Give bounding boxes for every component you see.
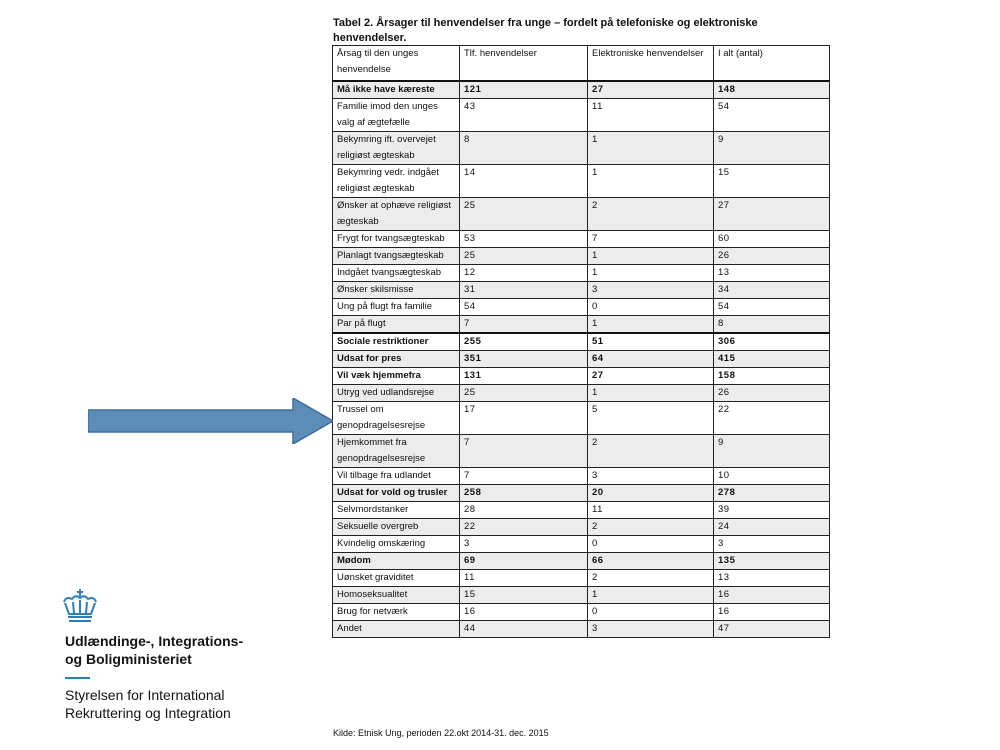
cell-phone: 17 bbox=[460, 402, 588, 435]
table-row bbox=[333, 604, 830, 621]
cell-cause: Par på flugt bbox=[333, 316, 460, 334]
cell-cause: Bekymring vedr. indgået religiøst ægteskab bbox=[333, 165, 460, 198]
table-row bbox=[333, 402, 830, 435]
cell-cause: Kvindelig omskæring bbox=[333, 536, 460, 553]
cell-phone: 351 bbox=[460, 351, 588, 368]
cell-total: 10 bbox=[714, 468, 830, 485]
cell-electronic: 1 bbox=[588, 248, 714, 265]
table-row bbox=[333, 485, 830, 502]
agency-line-2: Rekruttering og Integration bbox=[65, 705, 231, 721]
cell-total: 148 bbox=[714, 81, 830, 99]
cell-cause: Trussel om genopdragelsesrejse bbox=[333, 402, 460, 435]
cell-phone: 7 bbox=[460, 435, 588, 468]
cell-total: 26 bbox=[714, 385, 830, 402]
cell-phone: 121 bbox=[460, 81, 588, 99]
table-title: Tabel 2. Årsager til henvendelser fra unge – fordelt på telefoniske og elektroniske henvendelser. bbox=[333, 17, 758, 44]
table-row bbox=[333, 587, 830, 604]
table-row bbox=[333, 333, 830, 351]
cell-phone: 7 bbox=[460, 316, 588, 334]
table-row bbox=[333, 316, 830, 334]
cell-cause: Frygt for tvangsægteskab bbox=[333, 231, 460, 248]
cell-phone: 16 bbox=[460, 604, 588, 621]
cell-cause: Hjemkommet fra genopdragelsesrejse bbox=[333, 435, 460, 468]
cell-electronic: 66 bbox=[588, 553, 714, 570]
ministry-line-1: Udlændinge-, Integrations- bbox=[65, 633, 244, 649]
cell-total: 60 bbox=[714, 231, 830, 248]
cell-electronic: 3 bbox=[588, 282, 714, 299]
cell-cause: Selvmordstanker bbox=[333, 502, 460, 519]
table-row bbox=[333, 299, 830, 316]
cell-cause: Bekymring ift. overvejet religiøst ægteskab bbox=[333, 132, 460, 165]
cell-total: 13 bbox=[714, 265, 830, 282]
cell-total: 47 bbox=[714, 621, 830, 638]
cell-total: 27 bbox=[714, 198, 830, 231]
cell-electronic: 2 bbox=[588, 570, 714, 587]
cell-electronic: 11 bbox=[588, 99, 714, 132]
table-row bbox=[333, 132, 830, 165]
cell-electronic: 51 bbox=[588, 333, 714, 351]
table-row bbox=[333, 351, 830, 368]
table-row bbox=[333, 231, 830, 248]
cell-phone: 31 bbox=[460, 282, 588, 299]
cell-phone: 22 bbox=[460, 519, 588, 536]
cell-total: 16 bbox=[714, 604, 830, 621]
cell-electronic: 1 bbox=[588, 385, 714, 402]
cell-total: 15 bbox=[714, 165, 830, 198]
cell-total: 34 bbox=[714, 282, 830, 299]
cell-cause: Ønsker skilsmisse bbox=[333, 282, 460, 299]
cell-cause: Familie imod den unges valg af ægtefælle bbox=[333, 99, 460, 132]
cell-phone: 69 bbox=[460, 553, 588, 570]
cell-phone: 255 bbox=[460, 333, 588, 351]
cell-total: 278 bbox=[714, 485, 830, 502]
cell-phone: 8 bbox=[460, 132, 588, 165]
cell-phone: 131 bbox=[460, 368, 588, 385]
cell-electronic: 64 bbox=[588, 351, 714, 368]
cell-cause: Vil tilbage fra udlandet bbox=[333, 468, 460, 485]
cell-cause: Ønsker at ophæve religiøst ægteskab bbox=[333, 198, 460, 231]
cell-phone: 258 bbox=[460, 485, 588, 502]
accent-divider bbox=[65, 677, 90, 679]
header-phone: Tlf. henvendelser bbox=[460, 46, 588, 82]
cell-total: 135 bbox=[714, 553, 830, 570]
cell-total: 22 bbox=[714, 402, 830, 435]
cell-total: 9 bbox=[714, 435, 830, 468]
cell-total: 24 bbox=[714, 519, 830, 536]
cell-total: 13 bbox=[714, 570, 830, 587]
table-row bbox=[333, 553, 830, 570]
cell-total: 8 bbox=[714, 316, 830, 334]
table-row bbox=[333, 621, 830, 638]
cell-electronic: 3 bbox=[588, 468, 714, 485]
cell-cause: Utryg ved udlandsrejse bbox=[333, 385, 460, 402]
cell-phone: 14 bbox=[460, 165, 588, 198]
header-cause: Årsag til den unges henvendelse bbox=[333, 46, 460, 82]
cell-phone: 25 bbox=[460, 198, 588, 231]
cell-cause: Sociale restriktioner bbox=[333, 333, 460, 351]
agency-name bbox=[65, 686, 231, 722]
cell-phone: 28 bbox=[460, 502, 588, 519]
cell-cause: Indgået tvangsægteskab bbox=[333, 265, 460, 282]
arrow-right-icon bbox=[88, 398, 333, 444]
cell-total: 415 bbox=[714, 351, 830, 368]
cell-phone: 44 bbox=[460, 621, 588, 638]
cell-electronic: 2 bbox=[588, 198, 714, 231]
cell-total: 26 bbox=[714, 248, 830, 265]
cell-phone: 12 bbox=[460, 265, 588, 282]
crown-icon bbox=[58, 588, 102, 624]
cell-electronic: 1 bbox=[588, 165, 714, 198]
cell-cause: Vil væk hjemmefra bbox=[333, 368, 460, 385]
cell-total: 306 bbox=[714, 333, 830, 351]
cell-cause: Må ikke have kæreste bbox=[333, 81, 460, 99]
cell-total: 54 bbox=[714, 299, 830, 316]
ministry-name bbox=[65, 632, 243, 668]
table-row bbox=[333, 282, 830, 299]
cell-cause: Homoseksualitet bbox=[333, 587, 460, 604]
cell-phone: 11 bbox=[460, 570, 588, 587]
cell-total: 16 bbox=[714, 587, 830, 604]
cell-electronic: 5 bbox=[588, 402, 714, 435]
cell-cause: Seksuelle overgreb bbox=[333, 519, 460, 536]
cell-electronic: 2 bbox=[588, 519, 714, 536]
table-row bbox=[333, 368, 830, 385]
cell-electronic: 0 bbox=[588, 299, 714, 316]
table-row bbox=[333, 198, 830, 231]
cell-phone: 3 bbox=[460, 536, 588, 553]
cell-cause: Mødom bbox=[333, 553, 460, 570]
cell-phone: 43 bbox=[460, 99, 588, 132]
cell-cause: Planlagt tvangsægteskab bbox=[333, 248, 460, 265]
table-row bbox=[333, 570, 830, 587]
cell-electronic: 1 bbox=[588, 132, 714, 165]
cell-electronic: 2 bbox=[588, 435, 714, 468]
agency-line-1: Styrelsen for International bbox=[65, 687, 225, 703]
cell-total: 54 bbox=[714, 99, 830, 132]
cell-electronic: 27 bbox=[588, 81, 714, 99]
cell-cause: Udsat for pres bbox=[333, 351, 460, 368]
table-row bbox=[333, 248, 830, 265]
cell-electronic: 20 bbox=[588, 485, 714, 502]
table-row bbox=[333, 435, 830, 468]
cell-phone: 53 bbox=[460, 231, 588, 248]
table-row bbox=[333, 536, 830, 553]
cell-total: 9 bbox=[714, 132, 830, 165]
table-row bbox=[333, 385, 830, 402]
cell-phone: 54 bbox=[460, 299, 588, 316]
cell-total: 158 bbox=[714, 368, 830, 385]
cell-electronic: 3 bbox=[588, 621, 714, 638]
cell-phone: 25 bbox=[460, 385, 588, 402]
cell-electronic: 1 bbox=[588, 587, 714, 604]
causes-table bbox=[332, 45, 830, 638]
cell-phone: 15 bbox=[460, 587, 588, 604]
table-row bbox=[333, 502, 830, 519]
ministry-line-2: og Boligministeriet bbox=[65, 651, 192, 667]
cell-electronic: 7 bbox=[588, 231, 714, 248]
table-row bbox=[333, 519, 830, 536]
cell-electronic: 11 bbox=[588, 502, 714, 519]
cell-electronic: 27 bbox=[588, 368, 714, 385]
table-header-row bbox=[333, 46, 830, 82]
table-row bbox=[333, 165, 830, 198]
cell-phone: 7 bbox=[460, 468, 588, 485]
cell-phone: 25 bbox=[460, 248, 588, 265]
table-row bbox=[333, 265, 830, 282]
table-row bbox=[333, 81, 830, 99]
cell-total: 3 bbox=[714, 536, 830, 553]
header-total: I alt (antal) bbox=[714, 46, 830, 82]
table-row bbox=[333, 99, 830, 132]
cell-electronic: 1 bbox=[588, 316, 714, 334]
header-electronic: Elektroniske henvendelser bbox=[588, 46, 714, 82]
cell-total: 39 bbox=[714, 502, 830, 519]
cell-cause: Uønsket graviditet bbox=[333, 570, 460, 587]
cell-cause: Brug for netværk bbox=[333, 604, 460, 621]
cell-electronic: 1 bbox=[588, 265, 714, 282]
source-note: Kilde: Etnisk Ung, perioden 22.okt 2014-31. dec. 2015 bbox=[333, 728, 549, 738]
cell-cause: Udsat for vold og trusler bbox=[333, 485, 460, 502]
cell-cause: Ung på flugt fra familie bbox=[333, 299, 460, 316]
table-row bbox=[333, 468, 830, 485]
cell-electronic: 0 bbox=[588, 604, 714, 621]
cell-cause: Andet bbox=[333, 621, 460, 638]
cell-electronic: 0 bbox=[588, 536, 714, 553]
